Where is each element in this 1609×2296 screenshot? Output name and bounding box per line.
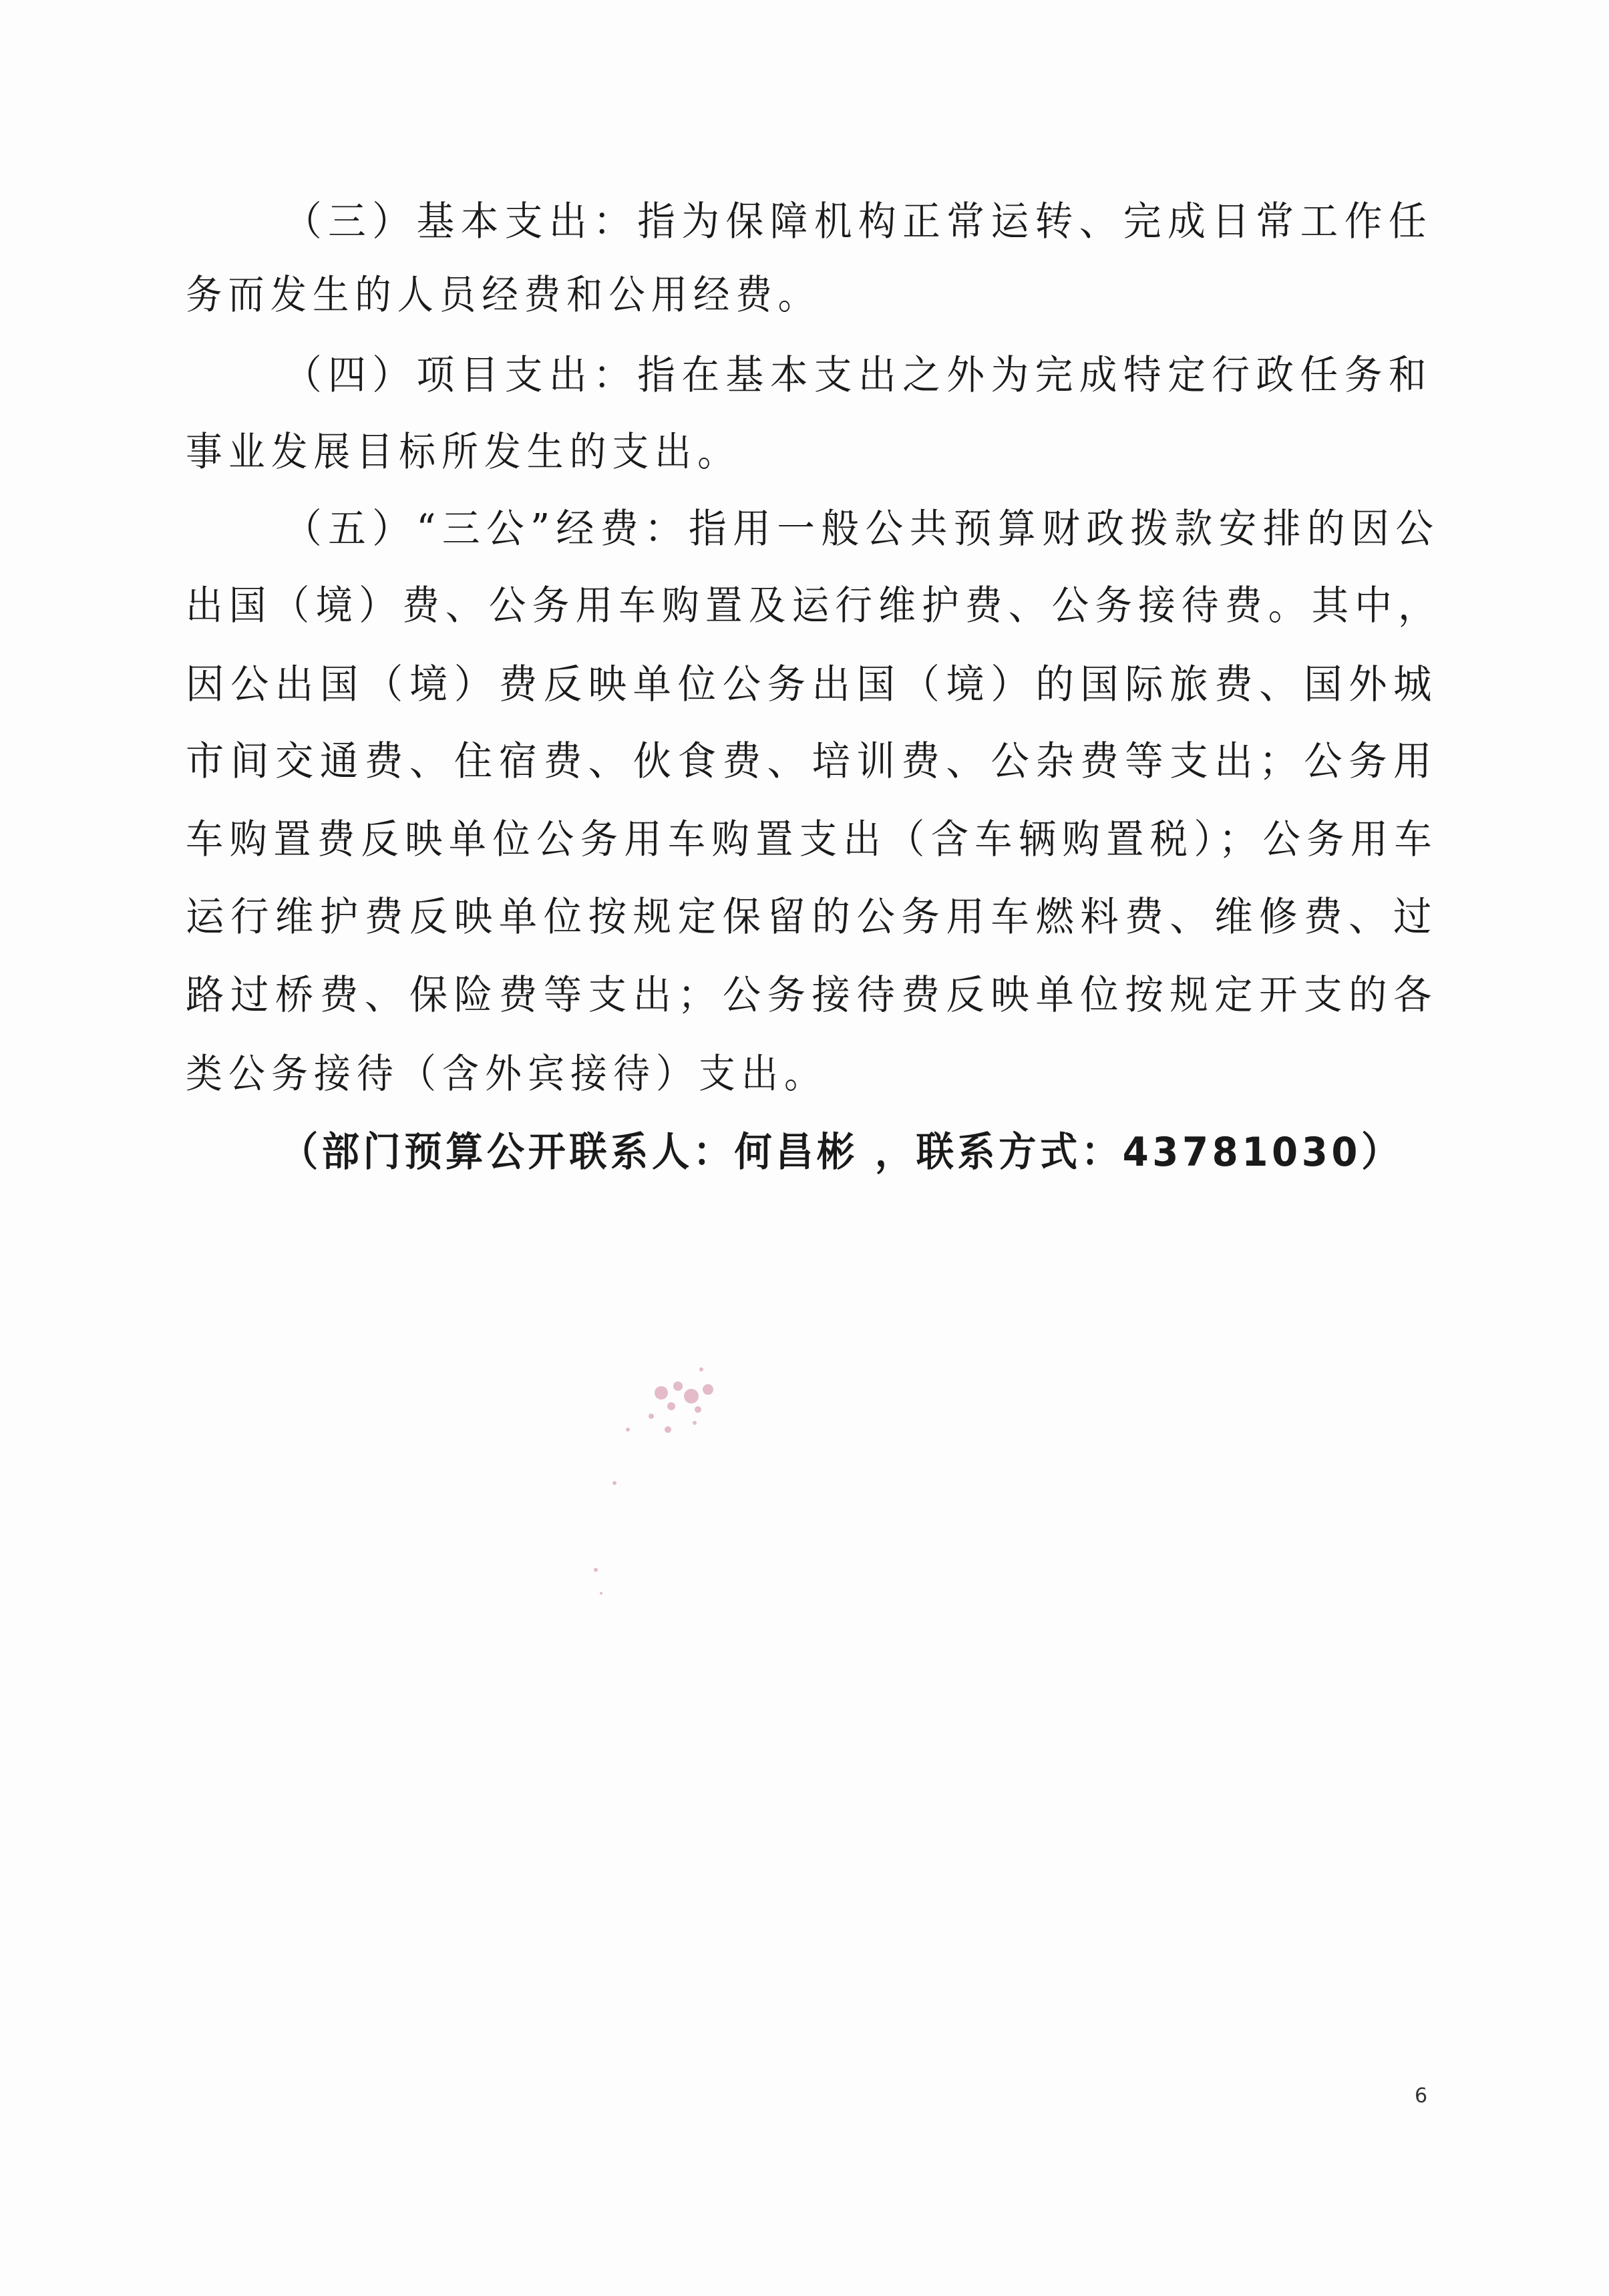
body-line: 类公务接待（含外宾接待）支出。 (186, 1051, 827, 1098)
page-number: 6 (1415, 2084, 1428, 2108)
body-line: 出国（境）费、公务用车购置及运行维护费、公务接待费。其中， (186, 583, 1441, 629)
body-line: 务而发生的人员经费和公用经费。 (186, 272, 820, 319)
body-line: 运行维护费反映单位按规定保留的公务用车燃料费、维修费、过 (186, 894, 1438, 941)
contact-line: （部门预算公开联系人：何昌彬 ，联系方式：43781030） (281, 1129, 1403, 1176)
faint-stamp-mark (588, 1329, 808, 1610)
body-line: 因公出国（境）费反映单位公务出国（境）的国际旅费、国外城 (186, 661, 1438, 708)
body-line: （四）项目支出：指在基本支出之外为完成特定行政任务和 (284, 352, 1433, 399)
body-line: 路过桥费、保险费等支出；公务接待费反映单位按规定开支的各 (186, 972, 1438, 1019)
body-line: 事业发展目标所发生的支出。 (186, 429, 740, 476)
body-line: （五）“三公”经费：指用一般公共预算财政拨款安排的因公 (284, 506, 1440, 552)
body-line: 车购置费反映单位公务用车购置支出（含车辆购置税）；公务用车 (186, 816, 1438, 863)
body-line: （三）基本支出：指为保障机构正常运转、完成日常工作任 (284, 198, 1433, 245)
body-line: 市间交通费、住宿费、伙食费、培训费、公杂费等支出；公务用 (186, 738, 1438, 785)
